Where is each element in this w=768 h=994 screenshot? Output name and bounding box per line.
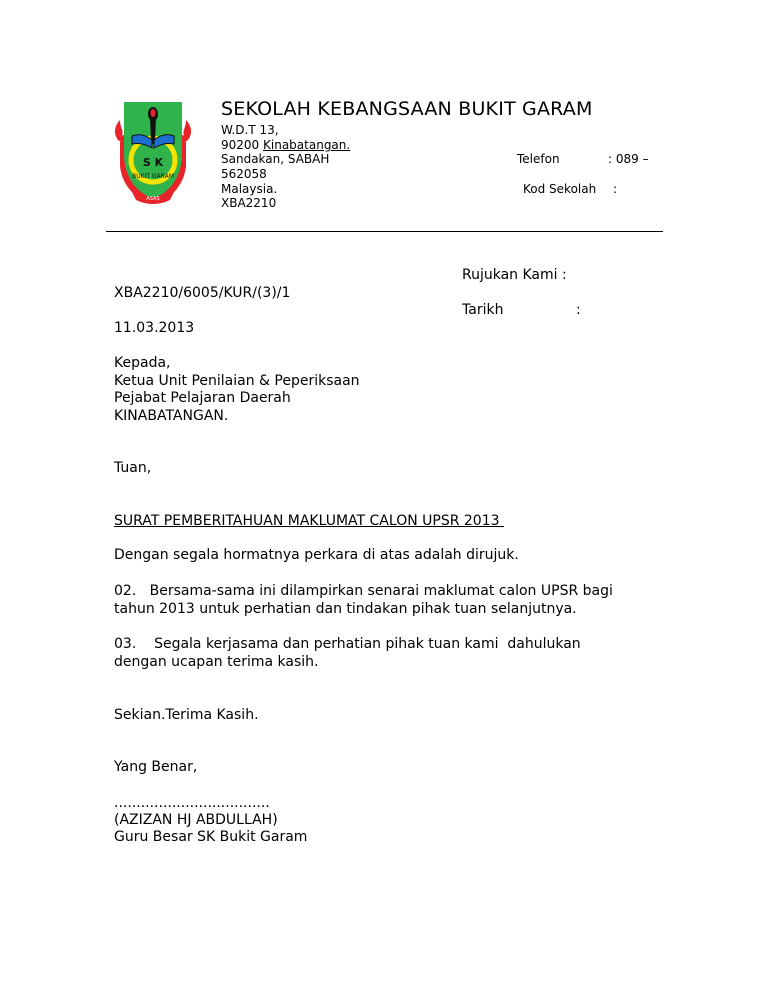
tarikh-value: 11.03.2013 xyxy=(114,320,195,336)
paragraph-3-line-1: 03. Segala kerjasama dan perhatian pihak tuan kami dahulukan xyxy=(114,636,581,652)
kod-sekolah-label: Kod Sekolah xyxy=(523,182,597,196)
signatory-position: Guru Besar SK Bukit Garam xyxy=(114,829,308,845)
signature-dots: ................................... xyxy=(114,795,270,811)
letter-subject: SURAT PEMBERITAHUAN MAKLUMAT CALON UPSR 2013 xyxy=(114,513,504,529)
district-link[interactable]: Kinabatangan. xyxy=(263,138,351,152)
signatory-name: (AZIZAN HJ ABDULLAH) xyxy=(114,812,278,828)
header-divider xyxy=(106,231,663,232)
paragraph-3-line-2: dengan ucapan terima kasih. xyxy=(114,654,319,670)
postcode: 90200 xyxy=(221,138,260,152)
address-line-6: XBA2210 xyxy=(221,196,277,210)
address-line-1: W.D.T 13, xyxy=(221,123,279,137)
salutation: Tuan, xyxy=(114,460,152,476)
tarikh-label: Tarikh xyxy=(462,302,504,318)
recipient-line-1: Ketua Unit Penilaian & Peperiksaan xyxy=(114,373,360,389)
school-logo xyxy=(110,96,196,208)
rujukan-label: Rujukan Kami : xyxy=(462,267,567,283)
kod-sekolah-value: : xyxy=(613,182,618,196)
paragraph-2-line-1: 02. Bersama-sama ini dilampirkan senarai maklumat calon UPSR bagi xyxy=(114,583,613,599)
closing-yang-benar: Yang Benar, xyxy=(114,759,198,775)
telefon-value: : 089 – xyxy=(608,152,649,166)
svg-text:ASAS: ASAS xyxy=(146,196,160,202)
tarikh-colon: : xyxy=(576,302,581,318)
paragraph-2-line-2: tahun 2013 untuk perhatian dan tindakan pihak tuan selanjutnya. xyxy=(114,601,577,617)
paragraph-1: Dengan segala hormatnya perkara di atas adalah dirujuk. xyxy=(114,547,519,563)
address-line-5: Malaysia. xyxy=(221,182,278,196)
closing-sekian: Sekian.Terima Kasih. xyxy=(114,707,259,723)
address-line-3: Sandakan, SABAH xyxy=(221,152,330,166)
kepada: Kepada, xyxy=(114,355,171,371)
svg-text:BUKIT GARAM: BUKIT GARAM xyxy=(132,173,174,180)
telefon-label: Telefon xyxy=(517,152,560,166)
recipient-line-3: KINABATANGAN. xyxy=(114,408,229,424)
rujukan-value: XBA2210/6005/KUR/(3)/1 xyxy=(114,285,291,301)
logo-initials: S K xyxy=(142,156,164,169)
address-line-4: 562058 xyxy=(221,167,267,181)
school-name: SEKOLAH KEBANGSAAN BUKIT GARAM xyxy=(221,98,593,120)
address-line-2 xyxy=(221,138,350,153)
recipient-line-2: Pejabat Pelajaran Daerah xyxy=(114,390,291,406)
